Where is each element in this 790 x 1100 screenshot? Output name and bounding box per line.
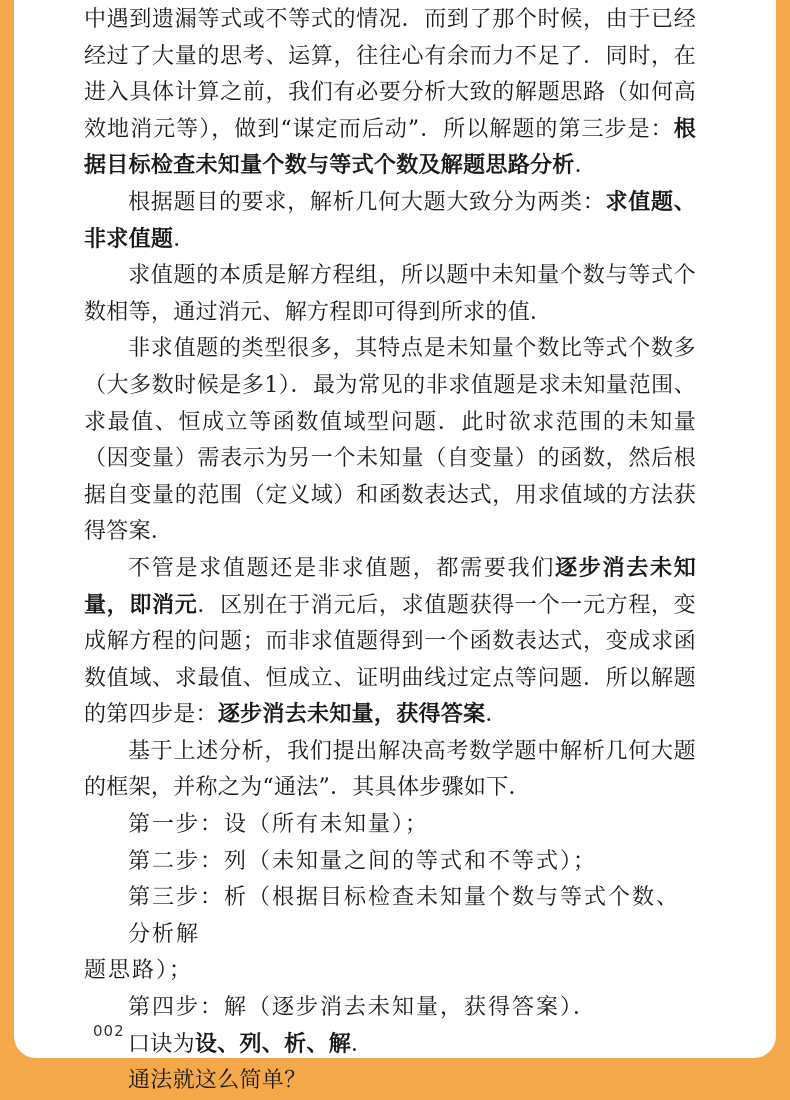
step-four: 第四步：解（逐步消去未知量，获得答案）． bbox=[128, 995, 598, 1021]
paragraph-text: ．区别在于消元后，求值题获得一个一元方程，变成解方程的问题；而非求值题得到一个函数表达式，变成求函数值域、求最值、恒成立、证明曲线过定点等问题．所以解题的第四步是： bbox=[84, 592, 696, 728]
mnemonic-line bbox=[84, 1027, 696, 1064]
page-number: 002 bbox=[93, 1022, 125, 1040]
paragraph-elimination bbox=[84, 551, 696, 734]
paragraph-text: ． bbox=[173, 226, 196, 252]
paragraph-third-step bbox=[84, 2, 696, 185]
paragraph-value-problem: 求值题的本质是解方程组，所以题中未知量个数与等式个数相等，通过消元、解方程即可得到所求的值． bbox=[84, 263, 696, 325]
paragraph-two-types bbox=[84, 185, 696, 258]
paragraph-text: 中遇到遗漏等式或不等式的情况．而到了那个时候，由于已经经过了大量的思考、运算，往往心有余而力不足了．同时，在进入具体计算之前，我们有必要分析大致的解题思路（如何高效地消元等），做到“谋定而后动”．所以解题的第三步是： bbox=[84, 7, 696, 142]
step-two: 第二步：列（未知量之间的等式和不等式）； bbox=[128, 848, 598, 874]
step-three-continued: 题思路）； bbox=[84, 958, 194, 984]
bold-step-three: 根据目标检查未知量个数与等式个数及解题思路分析 bbox=[84, 116, 696, 179]
mnemonic-prefix: 口诀为 bbox=[128, 1031, 195, 1057]
mnemonic-bold: 设、列、析、解 bbox=[194, 1031, 352, 1057]
paragraph-non-value-problem: 非求值题的类型很多，其特点是未知量个数比等式个数多（大多数时候是多1）．最为常见的非求值题是求未知量范围、求最值、恒成立等函数值域型问题．此时欲求范围的未知量（因变量）需表示为另一个未知量（自变量）的函数，然后根据自变量的范围（定义域）和函数表达式，用求值域的方法获得答案． bbox=[84, 336, 696, 545]
closing-line: 通法就这么简单？ bbox=[128, 1068, 307, 1094]
bold-step-four: 逐步消去未知量，获得答案 bbox=[217, 702, 486, 728]
step-three: 第三步：析（根据目标检查未知量个数与等式个数、分析解 bbox=[128, 885, 681, 947]
page-content bbox=[84, 2, 696, 1100]
paragraph-text: 不管是求值题还是非求值题，都需要我们 bbox=[128, 555, 556, 581]
paragraph-framework: 基于上述分析，我们提出解决高考数学题中解析几何大题的框架，并称之为“通法”．其具体步骤如下． bbox=[84, 738, 696, 801]
step-one: 第一步：设（所有未知量）； bbox=[128, 812, 430, 838]
bold-elimination: 逐步消去未知量，即消元 bbox=[84, 555, 696, 618]
paragraph-text: 根据题目的要求，解析几何大题大致分为两类： bbox=[128, 189, 606, 215]
mnemonic-suffix: ． bbox=[351, 1031, 374, 1057]
bold-two-types: 求值题、非求值题 bbox=[84, 189, 696, 252]
paragraph-text: ． bbox=[485, 702, 508, 728]
paragraph-text: ． bbox=[574, 153, 597, 179]
